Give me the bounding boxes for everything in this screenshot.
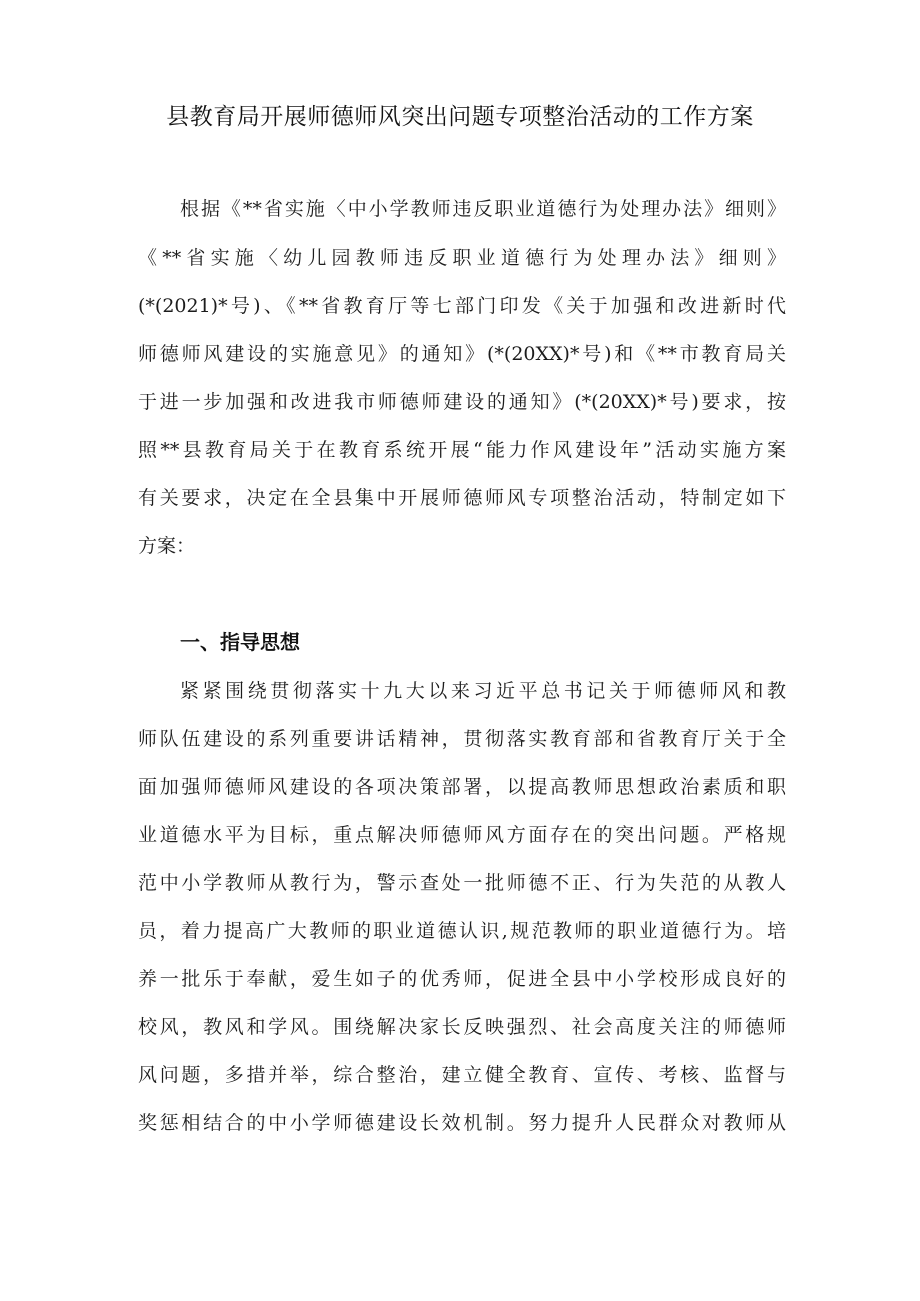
body-line: 业道德水平为目标，重点解决师德师风方面存在的突出问题。严格规 <box>138 824 786 846</box>
intro-line: 根据《**省实施〈中小学教师违反职业道德行为处理办法》细则》 <box>180 198 786 220</box>
intro-line: 方案： <box>138 535 196 557</box>
body-line: 范中小学教师从教行为，警示查处一批师德不正、行为失范的从教人 <box>138 872 786 894</box>
document-title: 县教育局开展师德师风突出问题专项整治活动的工作方案 <box>166 104 754 130</box>
body-line: 奖惩相结合的中小学师德建设长效机制。努力提升人民群众对教师从 <box>138 1112 786 1134</box>
intro-line: 有关要求，决定在全县集中开展师德师风专项整治活动，特制定如下 <box>138 487 786 509</box>
intro-line: (*(2021)*号)、《**省教育厅等七部门印发《关于加强和改进新时代 <box>138 295 786 317</box>
body-line: 风问题，多措并举，综合整治，建立健全教育、宣传、考核、监督与 <box>138 1064 786 1086</box>
body-line: 校风，教风和学风。围绕解决家长反映强烈、社会高度关注的师德师 <box>138 1016 786 1038</box>
intro-line: 师德师风建设的实施意见》的通知》(*(20XX)*号)和《**市教育局关 <box>138 343 786 365</box>
section-heading: 一、指导思想 <box>180 630 300 654</box>
body-line: 面加强师德师风建设的各项决策部署，以提高教师思想政治素质和职 <box>138 776 786 798</box>
body-line: 紧紧围绕贯彻落实十九大以来习近平总书记关于师德师风和教 <box>180 680 786 702</box>
body-line: 师队伍建设的系列重要讲话精神，贯彻落实教育部和省教育厅关于全 <box>138 728 786 750</box>
intro-line: 照**县教育局关于在教育系统开展“能力作风建设年”活动实施方案 <box>138 439 786 461</box>
intro-line: 于进一步加强和改进我市师德师建设的通知》(*(20XX)*号)要求，按 <box>138 391 786 413</box>
intro-line: 《**省实施〈幼儿园教师违反职业道德行为处理办法》细则》 <box>138 247 786 269</box>
body-line: 员，着力提高广大教师的职业道德认识,规范教师的职业道德行为。培 <box>138 920 786 942</box>
body-line: 养一批乐于奉献，爱生如子的优秀师，促进全县中小学校形成良好的 <box>138 968 786 990</box>
